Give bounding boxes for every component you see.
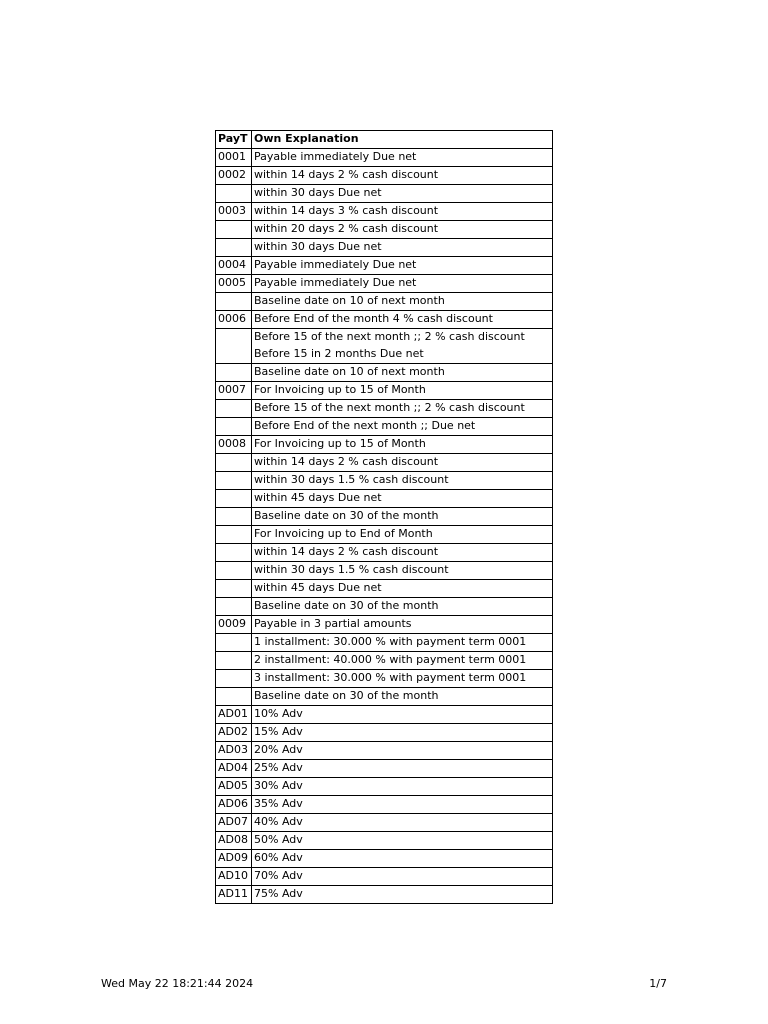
- table-row: [216, 454, 553, 472]
- payment-term-explanation: within 45 days Due net: [252, 580, 553, 598]
- table-row: [216, 185, 553, 203]
- payment-term-code: AD01: [216, 706, 252, 724]
- payment-term-code: [216, 239, 252, 257]
- header-own-explanation: Own Explanation: [252, 131, 553, 149]
- table-row: [216, 382, 553, 400]
- table-row: [216, 778, 553, 796]
- payment-term-explanation: 2 installment: 40.000 % with payment term 0001: [252, 652, 553, 670]
- table-row: [216, 508, 553, 526]
- table-row: [216, 814, 553, 832]
- payment-term-code: AD08: [216, 832, 252, 850]
- payment-term-code: 0002: [216, 167, 252, 185]
- payment-term-code: 0003: [216, 203, 252, 221]
- payment-term-explanation: Before End of the month 4 % cash discount: [252, 311, 553, 329]
- table-row: [216, 886, 553, 904]
- table-row: [216, 436, 553, 454]
- payment-term-code: [216, 185, 252, 203]
- table-row: [216, 203, 553, 221]
- payment-term-explanation: 60% Adv: [252, 850, 553, 868]
- payment-term-code: [216, 562, 252, 580]
- table-header-row: [216, 131, 553, 149]
- payment-term-explanation: Payable immediately Due net: [252, 149, 553, 167]
- payment-term-explanation: 30% Adv: [252, 778, 553, 796]
- payment-term-code: [216, 221, 252, 239]
- payment-term-explanation: Baseline date on 10 of next month: [252, 293, 553, 311]
- payment-term-explanation: Baseline date on 30 of the month: [252, 598, 553, 616]
- payment-term-explanation: 40% Adv: [252, 814, 553, 832]
- table-row: [216, 688, 553, 706]
- table-row: [216, 544, 553, 562]
- table-row: [216, 526, 553, 544]
- payment-term-explanation: within 14 days 3 % cash discount: [252, 203, 553, 221]
- print-timestamp: Wed May 22 18:21:44 2024: [101, 977, 254, 990]
- payment-term-explanation: For Invoicing up to End of Month: [252, 526, 553, 544]
- payment-terms-table: [215, 130, 553, 904]
- table-body: [216, 149, 553, 904]
- table-row: [216, 418, 553, 436]
- payment-term-code: 0007: [216, 382, 252, 400]
- payment-term-explanation: Payable in 3 partial amounts: [252, 616, 553, 634]
- table-row: [216, 724, 553, 742]
- payment-term-code: 0008: [216, 436, 252, 454]
- payment-term-code: 0005: [216, 275, 252, 293]
- payment-term-explanation: 50% Adv: [252, 832, 553, 850]
- table-row: [216, 850, 553, 868]
- payment-term-explanation: within 14 days 2 % cash discount: [252, 544, 553, 562]
- payment-term-code: AD06: [216, 796, 252, 814]
- payment-term-explanation: within 30 days 1.5 % cash discount: [252, 562, 553, 580]
- payment-term-code: [216, 670, 252, 688]
- payment-term-explanation: Payable immediately Due net: [252, 275, 553, 293]
- table-row: [216, 580, 553, 598]
- payment-term-code: [216, 454, 252, 472]
- payment-term-code: [216, 400, 252, 418]
- payment-term-code: [216, 688, 252, 706]
- explanation-line: Before 15 in 2 months Due net: [254, 347, 424, 360]
- payment-term-code: [216, 598, 252, 616]
- payment-term-code: [216, 580, 252, 598]
- table-row: [216, 598, 553, 616]
- payment-term-explanation: 15% Adv: [252, 724, 553, 742]
- payment-term-explanation: Before End of the next month ;; Due net: [252, 418, 553, 436]
- payment-term-explanation: 20% Adv: [252, 742, 553, 760]
- payment-term-code: AD07: [216, 814, 252, 832]
- table-row: [216, 616, 553, 634]
- table-row: [216, 796, 553, 814]
- payment-term-explanation: 3 installment: 30.000 % with payment term 0001: [252, 670, 553, 688]
- table-row: [216, 652, 553, 670]
- table-row: [216, 472, 553, 490]
- payment-term-explanation: within 30 days 1.5 % cash discount: [252, 472, 553, 490]
- table-row: [216, 742, 553, 760]
- payment-term-explanation: 25% Adv: [252, 760, 553, 778]
- table-row: [216, 364, 553, 382]
- page-number: 1/7: [649, 977, 667, 990]
- table-row: [216, 221, 553, 239]
- payment-term-explanation: [252, 329, 553, 364]
- payment-term-code: AD09: [216, 850, 252, 868]
- payment-term-code: [216, 329, 252, 364]
- payment-term-code: [216, 652, 252, 670]
- payment-term-code: [216, 293, 252, 311]
- payment-term-code: [216, 526, 252, 544]
- payment-term-explanation: Baseline date on 10 of next month: [252, 364, 553, 382]
- payment-term-code: [216, 472, 252, 490]
- payment-term-explanation: within 14 days 2 % cash discount: [252, 167, 553, 185]
- payment-term-code: [216, 634, 252, 652]
- payment-term-explanation: 70% Adv: [252, 868, 553, 886]
- table-row: [216, 400, 553, 418]
- table-row: [216, 329, 553, 364]
- table-row: [216, 167, 553, 185]
- payment-term-explanation: 75% Adv: [252, 886, 553, 904]
- table-row: [216, 293, 553, 311]
- table-row: [216, 670, 553, 688]
- payment-term-code: 0009: [216, 616, 252, 634]
- payment-term-code: [216, 490, 252, 508]
- payment-term-code: [216, 508, 252, 526]
- payment-term-explanation: Baseline date on 30 of the month: [252, 508, 553, 526]
- payment-term-code: AD03: [216, 742, 252, 760]
- table-row: [216, 275, 553, 293]
- table-row: [216, 149, 553, 167]
- payment-term-code: AD02: [216, 724, 252, 742]
- payment-term-code: [216, 364, 252, 382]
- table-row: [216, 706, 553, 724]
- header-payt: PayT: [216, 131, 252, 149]
- payment-term-explanation: within 30 days Due net: [252, 239, 553, 257]
- payment-term-explanation: Baseline date on 30 of the month: [252, 688, 553, 706]
- table-row: [216, 760, 553, 778]
- payment-term-explanation: 1 installment: 30.000 % with payment term 0001: [252, 634, 553, 652]
- table-row: [216, 832, 553, 850]
- table-row: [216, 311, 553, 329]
- payment-term-code: AD11: [216, 886, 252, 904]
- table-row: [216, 868, 553, 886]
- payment-term-explanation: 35% Adv: [252, 796, 553, 814]
- payment-term-explanation: 10% Adv: [252, 706, 553, 724]
- payment-term-code: AD04: [216, 760, 252, 778]
- payment-term-code: AD05: [216, 778, 252, 796]
- payment-term-explanation: within 45 days Due net: [252, 490, 553, 508]
- table-row: [216, 490, 553, 508]
- payment-term-explanation: For Invoicing up to 15 of Month: [252, 436, 553, 454]
- table-row: [216, 634, 553, 652]
- payment-term-explanation: Payable immediately Due net: [252, 257, 553, 275]
- payment-term-explanation: within 20 days 2 % cash discount: [252, 221, 553, 239]
- payment-term-code: 0006: [216, 311, 252, 329]
- payment-term-code: 0001: [216, 149, 252, 167]
- table-row: [216, 239, 553, 257]
- payment-term-explanation: Before 15 of the next month ;; 2 % cash discount: [252, 400, 553, 418]
- explanation-line: Before 15 of the next month ;; 2 % cash discount: [254, 330, 525, 343]
- table-row: [216, 562, 553, 580]
- payment-term-explanation: For Invoicing up to 15 of Month: [252, 382, 553, 400]
- payment-term-explanation: within 30 days Due net: [252, 185, 553, 203]
- payment-term-code: 0004: [216, 257, 252, 275]
- table-row: [216, 257, 553, 275]
- payment-term-code: [216, 418, 252, 436]
- payment-term-explanation: within 14 days 2 % cash discount: [252, 454, 553, 472]
- payment-term-code: AD10: [216, 868, 252, 886]
- payment-term-code: [216, 544, 252, 562]
